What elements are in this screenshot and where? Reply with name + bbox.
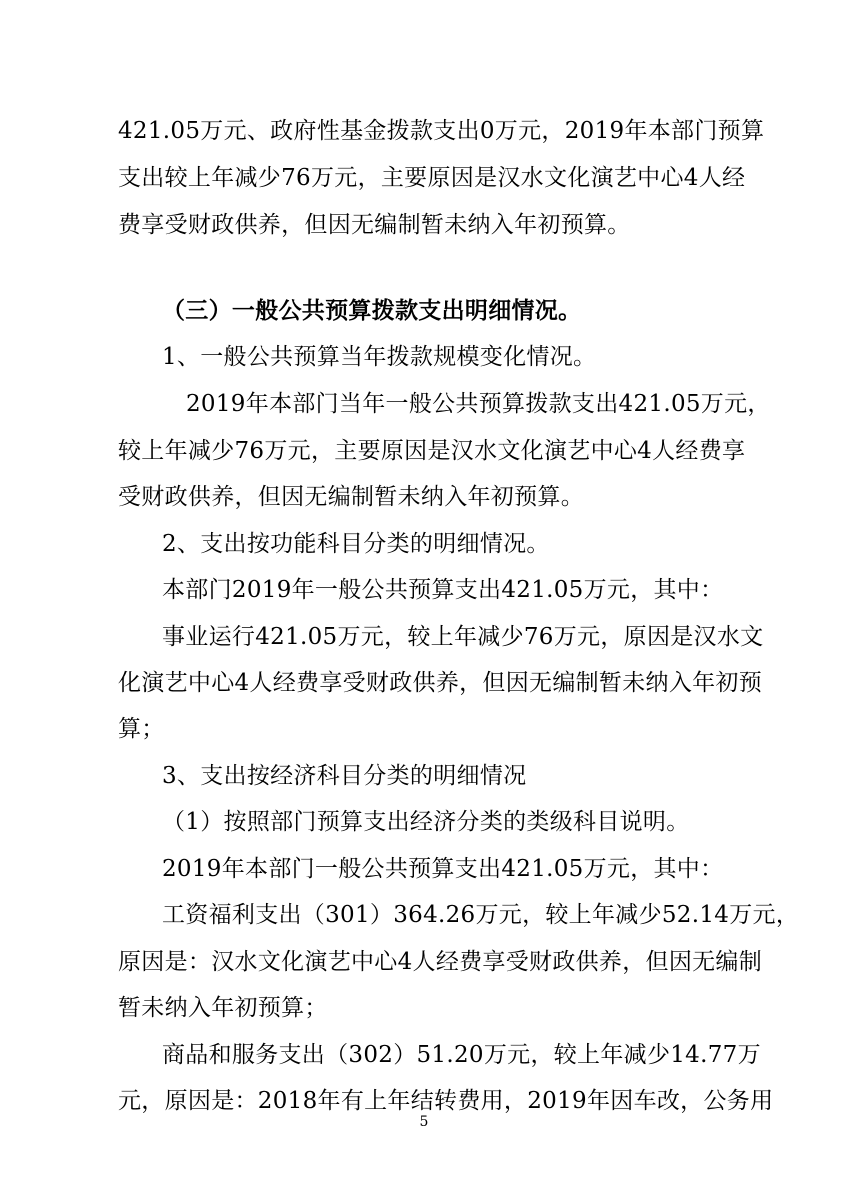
subsection-heading: 1、一般公共预算当年拨款规模变化情况。	[162, 344, 597, 370]
text-line: 事业运行421.05万元，较上年减少76万元，原因是汉水文	[162, 624, 764, 650]
text-line: 421.05万元、政府性基金拨款支出0万元，2019年本部门预算	[118, 118, 765, 144]
text-line: 原因是：汉水文化演艺中心4人经费享受财政供养，但因无编制	[118, 949, 763, 975]
section-heading: （三）一般公共预算拨款支出明细情况。	[162, 297, 582, 324]
text-line: 化演艺中心4人经费享受财政供养，但因无编制暂未纳入年初预	[118, 670, 763, 696]
text-line: 支出较上年减少76万元，主要原因是汉水文化演艺中心4人经	[118, 165, 746, 191]
subsection-heading: 2、支出按功能科目分类的明细情况。	[162, 531, 550, 557]
text-line: 较上年减少76万元，主要原因是汉水文化演艺中心4人经费享	[118, 438, 746, 464]
text-line: 受财政供养，但因无编制暂未纳入年初预算。	[118, 484, 584, 510]
text-line: 费享受财政供养，但因无编制暂未纳入年初预算。	[118, 212, 631, 238]
text-line: 本部门2019年一般公共预算支出421.05万元，其中：	[162, 577, 724, 603]
text-line: 元，原因是：2018年有上年结转费用，2019年因车改，公务用	[118, 1088, 774, 1114]
page-number: 5	[419, 1114, 429, 1130]
text-line: 工资福利支出（301）364.26万元，较上年减少52.14万元，	[162, 902, 800, 928]
text-line: 暂未纳入年初预算；	[118, 995, 328, 1021]
subsection-heading: 3、支出按经济科目分类的明细情况	[162, 763, 527, 789]
text-line: 2019年本部门当年一般公共预算拨款支出421.05万元，	[186, 391, 771, 417]
text-line: 2019年本部门一般公共预算支出421.05万元，其中：	[162, 856, 724, 882]
text-line: 算；	[118, 716, 165, 742]
text-line: 商品和服务支出（302）51.20万元，较上年减少14.77万	[162, 1042, 761, 1068]
sub-item-heading: （1）按照部门预算支出经济分类的类级科目说明。	[162, 809, 690, 835]
